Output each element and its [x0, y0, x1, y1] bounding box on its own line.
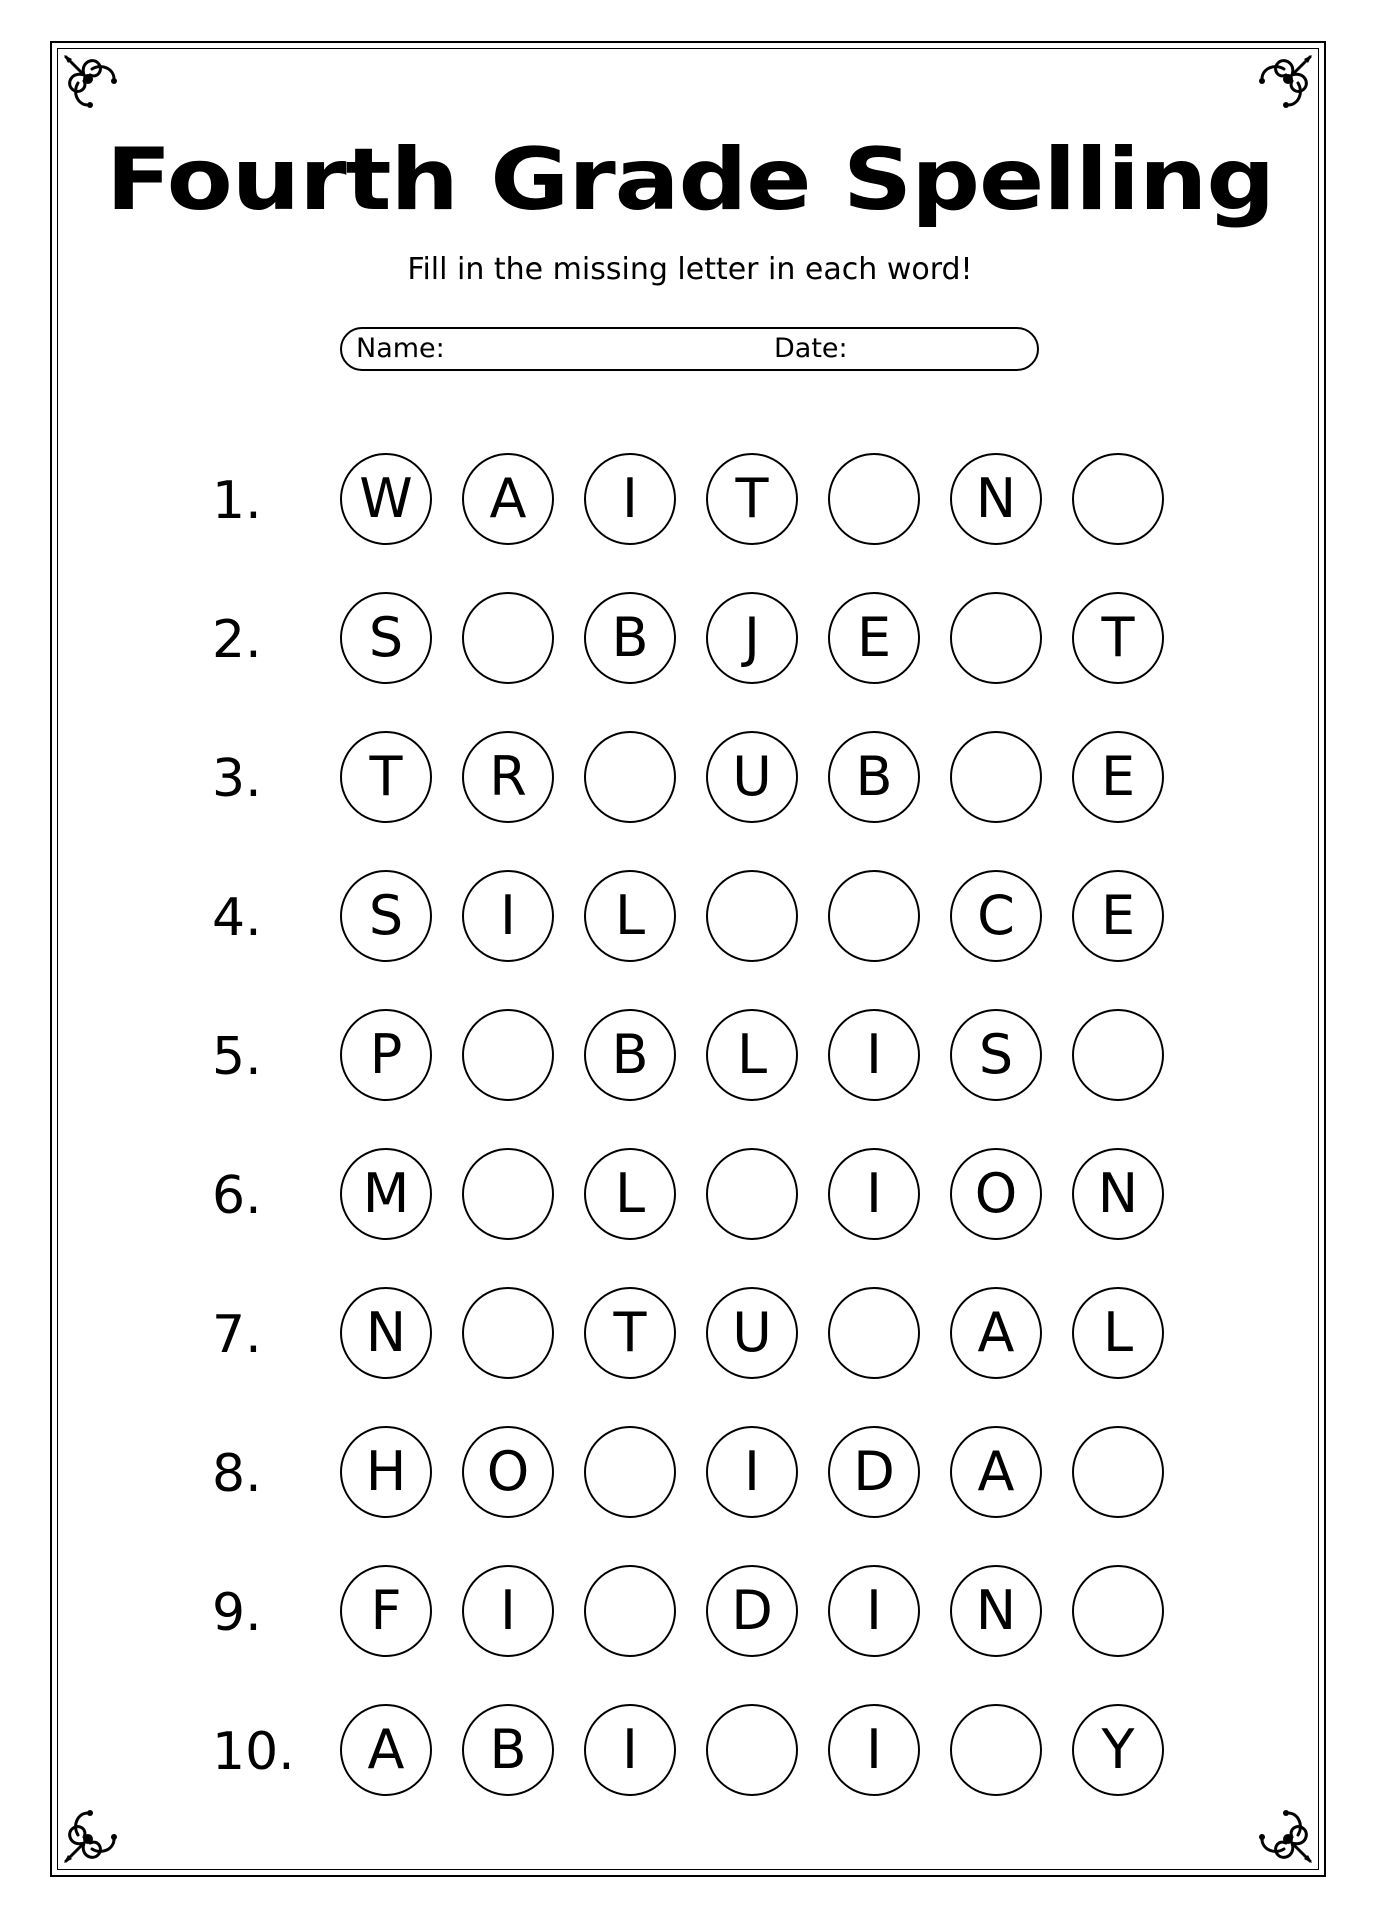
- letter-circle: C: [950, 870, 1042, 962]
- letter-circle: A: [950, 1287, 1042, 1379]
- row-number: 7.: [212, 1305, 262, 1365]
- spelling-row: [0, 1148, 1380, 1244]
- letter-circle: B: [462, 1704, 554, 1796]
- letter-circle: I: [828, 1148, 920, 1240]
- letter-circle: S: [950, 1009, 1042, 1101]
- letter-circle: T: [1072, 592, 1164, 684]
- letter-circle: U: [706, 1287, 798, 1379]
- row-number: 9.: [212, 1583, 262, 1643]
- page-title: Fourth Grade Spelling: [105, 130, 1275, 230]
- spelling-row: [0, 1704, 1380, 1800]
- spelling-row: [0, 1426, 1380, 1522]
- letter-circle: A: [462, 453, 554, 545]
- spelling-row: [0, 1287, 1380, 1383]
- letter-circle: J: [706, 592, 798, 684]
- blank-letter-circle[interactable]: [1072, 1565, 1164, 1657]
- blank-letter-circle[interactable]: [584, 731, 676, 823]
- letter-circle: T: [340, 731, 432, 823]
- blank-letter-circle[interactable]: [584, 1565, 676, 1657]
- letter-circle: N: [340, 1287, 432, 1379]
- blank-letter-circle[interactable]: [462, 1287, 554, 1379]
- spelling-row: [0, 870, 1380, 966]
- name-label: Name:: [356, 333, 445, 364]
- letter-circle: L: [584, 1148, 676, 1240]
- letter-circle: I: [828, 1704, 920, 1796]
- letter-circle: N: [950, 1565, 1042, 1657]
- letter-circle: I: [828, 1009, 920, 1101]
- blank-letter-circle[interactable]: [462, 1148, 554, 1240]
- letter-circle: S: [340, 870, 432, 962]
- date-label: Date:: [774, 333, 848, 364]
- row-number: 5.: [212, 1027, 262, 1087]
- letter-circle: P: [340, 1009, 432, 1101]
- blank-letter-circle[interactable]: [706, 1704, 798, 1796]
- blank-letter-circle[interactable]: [1072, 1426, 1164, 1518]
- letter-circle: T: [584, 1287, 676, 1379]
- letter-circle: M: [340, 1148, 432, 1240]
- letter-circle: H: [340, 1426, 432, 1518]
- row-number: 1.: [212, 471, 262, 531]
- blank-letter-circle[interactable]: [462, 1009, 554, 1101]
- letter-circle: E: [1072, 870, 1164, 962]
- letter-circle: E: [828, 592, 920, 684]
- blank-letter-circle[interactable]: [828, 870, 920, 962]
- letter-circle: O: [462, 1426, 554, 1518]
- letter-circle: I: [706, 1426, 798, 1518]
- letter-circle: Y: [1072, 1704, 1164, 1796]
- blank-letter-circle[interactable]: [1072, 453, 1164, 545]
- letter-circle: L: [706, 1009, 798, 1101]
- letter-circle: N: [950, 453, 1042, 545]
- spelling-row: [0, 731, 1380, 827]
- letter-circle: T: [706, 453, 798, 545]
- letter-circle: S: [340, 592, 432, 684]
- letter-circle: L: [1072, 1287, 1164, 1379]
- spelling-row: [0, 1009, 1380, 1105]
- letter-circle: R: [462, 731, 554, 823]
- letter-circle: A: [950, 1426, 1042, 1518]
- letter-circle: I: [462, 870, 554, 962]
- blank-letter-circle[interactable]: [950, 592, 1042, 684]
- letter-circle: B: [584, 1009, 676, 1101]
- letter-circle: L: [584, 870, 676, 962]
- letter-circle: F: [340, 1565, 432, 1657]
- blank-letter-circle[interactable]: [1072, 1009, 1164, 1101]
- row-number: 10.: [212, 1722, 295, 1782]
- letter-circle: I: [828, 1565, 920, 1657]
- letter-circle: I: [584, 1704, 676, 1796]
- blank-letter-circle[interactable]: [462, 592, 554, 684]
- letter-circle: B: [828, 731, 920, 823]
- letter-circle: I: [462, 1565, 554, 1657]
- letter-circle: O: [950, 1148, 1042, 1240]
- letter-circle: A: [340, 1704, 432, 1796]
- letter-circle: D: [706, 1565, 798, 1657]
- letter-circle: B: [584, 592, 676, 684]
- blank-letter-circle[interactable]: [828, 453, 920, 545]
- blank-letter-circle[interactable]: [706, 1148, 798, 1240]
- letter-circle: D: [828, 1426, 920, 1518]
- spelling-row: [0, 592, 1380, 688]
- spelling-row: [0, 1565, 1380, 1661]
- instructions: Fill in the missing letter in each word!: [407, 252, 973, 287]
- row-number: 4.: [212, 888, 262, 948]
- row-number: 2.: [212, 610, 262, 670]
- row-number: 3.: [212, 749, 262, 809]
- row-number: 6.: [212, 1166, 262, 1226]
- blank-letter-circle[interactable]: [584, 1426, 676, 1518]
- letter-circle: I: [584, 453, 676, 545]
- blank-letter-circle[interactable]: [950, 731, 1042, 823]
- blank-letter-circle[interactable]: [950, 1704, 1042, 1796]
- letter-circle: W: [340, 453, 432, 545]
- blank-letter-circle[interactable]: [828, 1287, 920, 1379]
- letter-circle: U: [706, 731, 798, 823]
- letter-circle: N: [1072, 1148, 1164, 1240]
- blank-letter-circle[interactable]: [706, 870, 798, 962]
- spelling-row: [0, 453, 1380, 549]
- letter-circle: E: [1072, 731, 1164, 823]
- row-number: 8.: [212, 1444, 262, 1504]
